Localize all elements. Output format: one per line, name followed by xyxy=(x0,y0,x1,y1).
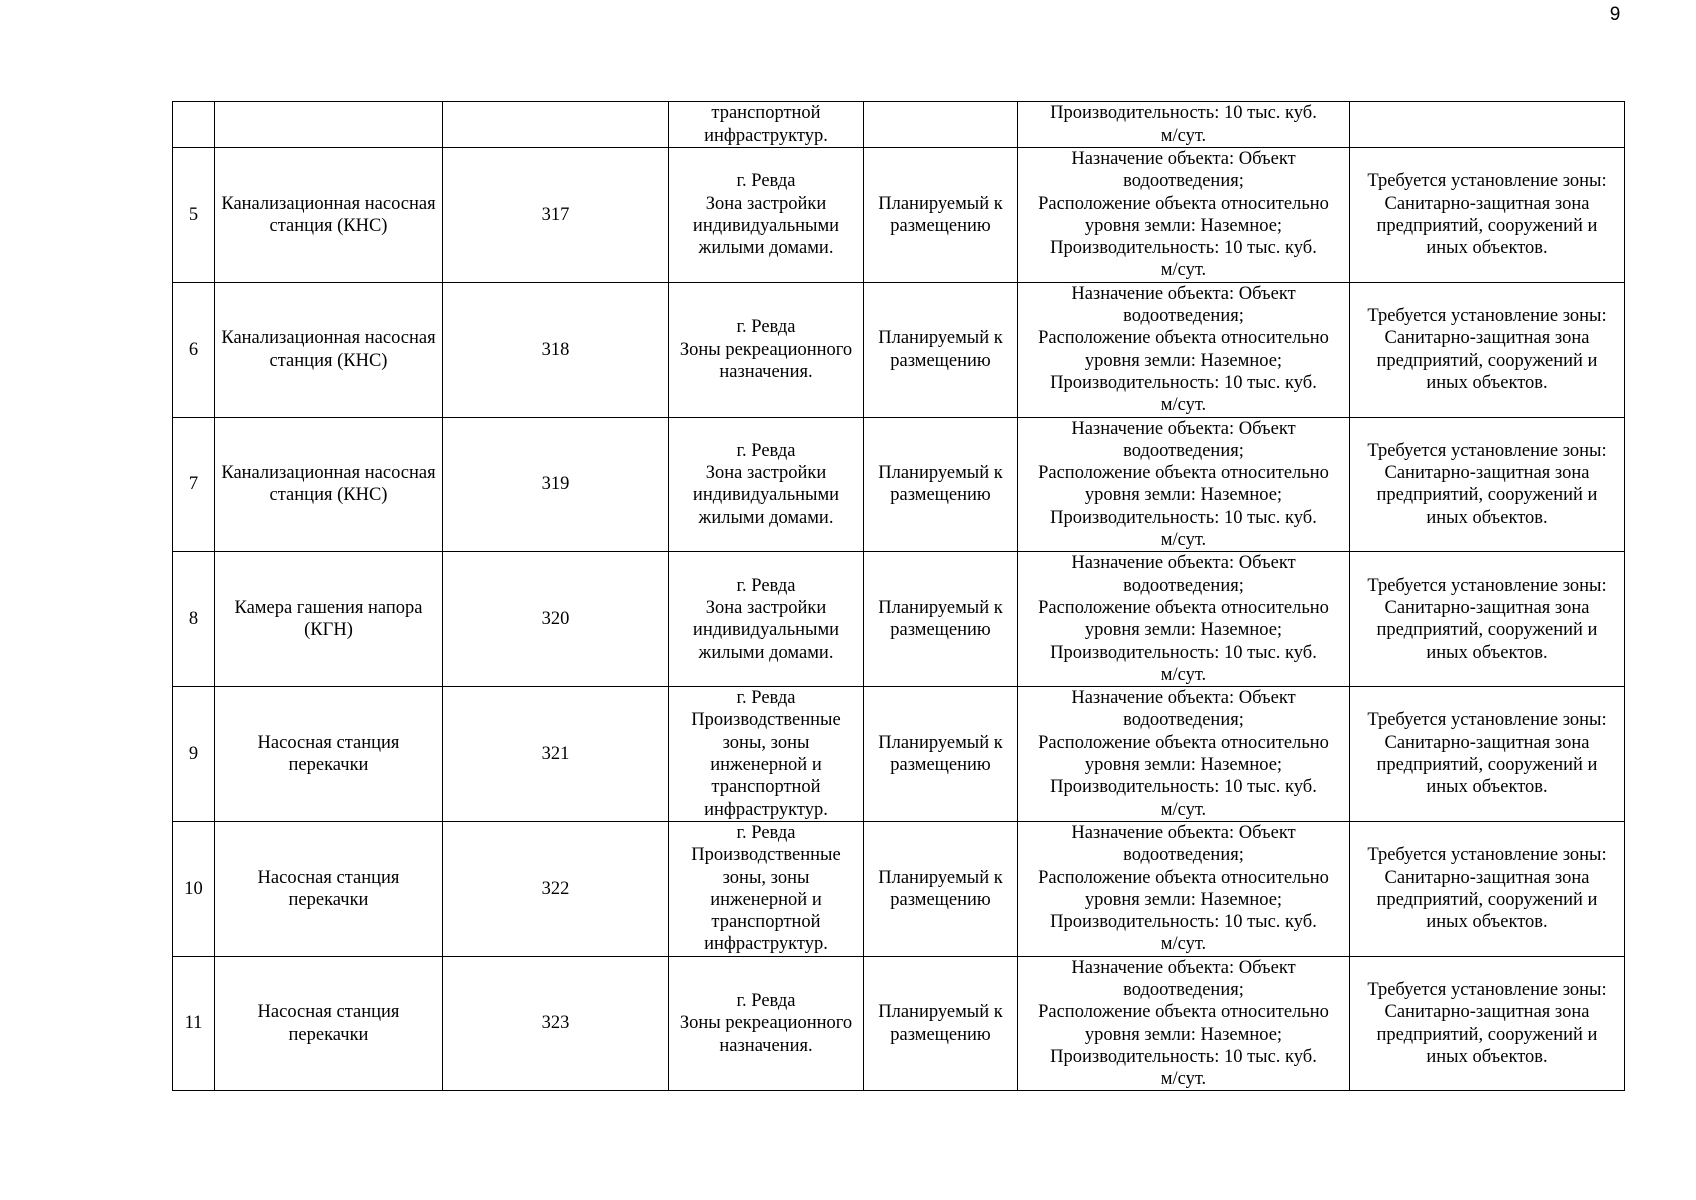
cell-zones xyxy=(1350,552,1625,687)
cell-line: инфраструктур. xyxy=(704,934,828,955)
cell-number: 11 xyxy=(173,956,215,1091)
cell-line: Производственные xyxy=(691,710,841,731)
cell-line: Планируемый к xyxy=(878,867,1003,888)
cell-line: Требуется установление зоны: xyxy=(1367,845,1607,866)
cell-location xyxy=(669,417,864,552)
cell-line: размещению xyxy=(890,889,991,910)
cell-line: Насосная станция xyxy=(257,867,400,888)
cell-line: Требуется установление зоны: xyxy=(1367,440,1607,461)
cell-line: Расположение объекта относительно xyxy=(1038,328,1329,349)
cell-line: Требуется установление зоны: xyxy=(1367,306,1607,327)
cell-status xyxy=(864,148,1018,283)
cell-line: Производительность: 10 тыс. куб. xyxy=(1050,1046,1317,1067)
cell-line: Производительность: 10 тыс. куб. xyxy=(1050,777,1317,798)
cell-location xyxy=(669,148,864,283)
cell-line: Требуется установление зоны: xyxy=(1367,710,1607,731)
cell-line: водоотведения; xyxy=(1123,979,1244,1000)
cell-line: иных объектов. xyxy=(1426,777,1548,798)
cell-line: Назначение объекта: Объект xyxy=(1071,149,1296,169)
cell-line: размещению xyxy=(890,1024,991,1045)
page-number: 9 xyxy=(1609,4,1621,25)
cell-line: инфраструктур. xyxy=(704,799,828,820)
cell-line: Назначение объекта: Объект xyxy=(1071,283,1296,304)
cell-line: водоотведения; xyxy=(1123,845,1244,866)
cell-location xyxy=(669,956,864,1091)
cell-object-name xyxy=(215,956,443,1091)
cell-line: Канализационная насосная xyxy=(221,463,436,484)
table-row-continued xyxy=(173,102,1625,148)
cell-line: уровня земли: Наземное; xyxy=(1084,350,1283,371)
cell-line: Назначение объекта: Объект xyxy=(1071,822,1296,843)
cell-characteristics xyxy=(1018,552,1350,687)
cell-line: транспортной xyxy=(711,103,821,124)
cell-line: водоотведения; xyxy=(1123,440,1244,461)
cell-code: 320 xyxy=(443,552,669,687)
cell-line: транспортной xyxy=(711,912,821,933)
cell-line: м/сут. xyxy=(1160,395,1207,416)
cell-line: водоотведения; xyxy=(1123,710,1244,731)
cell-characteristics xyxy=(1018,417,1350,552)
cell-line: Производственные xyxy=(691,845,841,866)
table-row xyxy=(173,417,1625,552)
cell-line: иных объектов. xyxy=(1426,238,1548,259)
cell-line: иных объектов. xyxy=(1426,912,1548,933)
cell-line: Насосная станция xyxy=(257,732,400,753)
table-row xyxy=(173,148,1625,283)
cell-line: (КГН) xyxy=(304,620,353,641)
cell-object-name xyxy=(215,821,443,956)
cell-number: 6 xyxy=(173,282,215,417)
cell-line: Расположение объекта относительно xyxy=(1038,193,1329,214)
cell-line: Санитарно-защитная зона xyxy=(1384,193,1590,214)
cell-line: водоотведения; xyxy=(1123,171,1244,192)
cell-code: 318 xyxy=(443,282,669,417)
cell-line: г. Ревда xyxy=(736,171,796,192)
cell-line: иных объектов. xyxy=(1426,1046,1548,1067)
cell-line: размещению xyxy=(890,350,991,371)
cell-line: предприятий, сооружений и xyxy=(1376,485,1598,506)
cell-line: инфраструктур. xyxy=(704,125,828,146)
cell-line: уровня земли: Наземное; xyxy=(1084,1024,1283,1045)
cell-line: Назначение объекта: Объект xyxy=(1071,957,1296,978)
cell-line: индивидуальными xyxy=(692,215,840,236)
cell-line: водоотведения; xyxy=(1123,306,1244,327)
cell-line: Санитарно-защитная зона xyxy=(1384,1002,1590,1023)
cell-line: Требуется установление зоны: xyxy=(1367,171,1607,192)
cell-line: Расположение объекта относительно xyxy=(1038,597,1329,618)
cell-line: назначения. xyxy=(719,361,813,382)
cell-line: уровня земли: Наземное; xyxy=(1084,620,1283,641)
cell-line: Планируемый к xyxy=(878,732,1003,753)
cell-code: 319 xyxy=(443,417,669,552)
cell-location xyxy=(669,552,864,687)
cell-line: м/сут. xyxy=(1160,1069,1207,1090)
cell-zones xyxy=(1350,102,1625,148)
cell-line: предприятий, сооружений и xyxy=(1376,755,1598,776)
cell-zones xyxy=(1350,148,1625,283)
cell-object-name xyxy=(215,102,443,148)
cell-code: 317 xyxy=(443,148,669,283)
cell-line: Зона застройки xyxy=(705,597,827,618)
cell-line: г. Ревда xyxy=(736,575,796,596)
cell-characteristics xyxy=(1018,956,1350,1091)
cell-line: Планируемый к xyxy=(878,463,1003,484)
cell-line: Назначение объекта: Объект xyxy=(1071,418,1296,439)
table-row xyxy=(173,821,1625,956)
cell-line: Производительность: 10 тыс. куб. xyxy=(1050,642,1317,663)
cell-line: размещению xyxy=(890,620,991,641)
cell-line: Канализационная насосная xyxy=(221,328,436,349)
table-body xyxy=(173,102,1625,1091)
cell-line: м/сут. xyxy=(1160,799,1207,820)
cell-zones xyxy=(1350,282,1625,417)
cell-line: Производительность: 10 тыс. куб. xyxy=(1050,372,1317,393)
cell-status xyxy=(864,102,1018,148)
cell-characteristics xyxy=(1018,282,1350,417)
table-row xyxy=(173,282,1625,417)
cell-status xyxy=(864,821,1018,956)
cell-characteristics xyxy=(1018,821,1350,956)
cell-line: зоны, зоны xyxy=(722,732,810,753)
cell-line: Планируемый к xyxy=(878,328,1003,349)
cell-line: станция (КНС) xyxy=(269,215,388,236)
cell-line: Зоны рекреационного xyxy=(679,1013,853,1034)
cell-line: уровня земли: Наземное; xyxy=(1084,755,1283,776)
cell-line: уровня земли: Наземное; xyxy=(1084,485,1283,506)
cell-line: жилыми домами. xyxy=(698,507,834,528)
cell-status xyxy=(864,956,1018,1091)
cell-line: Производительность: 10 тыс. куб. xyxy=(1050,238,1317,259)
cell-line: зоны, зоны xyxy=(722,867,810,888)
cell-number: 7 xyxy=(173,417,215,552)
cell-status xyxy=(864,552,1018,687)
cell-location xyxy=(669,282,864,417)
cell-line: Расположение объекта относительно xyxy=(1038,463,1329,484)
cell-line: иных объектов. xyxy=(1426,372,1548,393)
cell-line: Насосная станция xyxy=(257,1002,400,1023)
cell-line: Зона застройки xyxy=(705,463,827,484)
cell-line: иных объектов. xyxy=(1426,507,1548,528)
cell-line: Санитарно-защитная зона xyxy=(1384,732,1590,753)
cell-line: размещению xyxy=(890,485,991,506)
cell-object-name xyxy=(215,148,443,283)
cell-line: предприятий, сооружений и xyxy=(1376,215,1598,236)
cell-line: назначения. xyxy=(719,1035,813,1056)
cell-object-name xyxy=(215,417,443,552)
cell-line: Зоны рекреационного xyxy=(679,339,853,360)
cell-line: Производительность: 10 тыс. куб. xyxy=(1050,507,1317,528)
cell-line: м/сут. xyxy=(1160,260,1207,281)
cell-location xyxy=(669,687,864,822)
cell-code: 323 xyxy=(443,956,669,1091)
objects-table xyxy=(172,101,1625,1091)
cell-number: 5 xyxy=(173,148,215,283)
cell-line: предприятий, сооружений и xyxy=(1376,1024,1598,1045)
cell-line: Планируемый к xyxy=(878,193,1003,214)
cell-line: предприятий, сооружений и xyxy=(1376,620,1598,641)
cell-line: инженерной и xyxy=(710,755,822,776)
cell-line: Санитарно-защитная зона xyxy=(1384,597,1590,618)
cell-line: Камера гашения напора xyxy=(234,597,423,618)
cell-code: 321 xyxy=(443,687,669,822)
cell-line: уровня земли: Наземное; xyxy=(1084,215,1283,236)
cell-line: перекачки xyxy=(288,1024,369,1045)
cell-line: Планируемый к xyxy=(878,1002,1003,1023)
cell-zones xyxy=(1350,687,1625,822)
cell-zones xyxy=(1350,417,1625,552)
cell-number: 9 xyxy=(173,687,215,822)
cell-line: предприятий, сооружений и xyxy=(1376,350,1598,371)
cell-line: г. Ревда xyxy=(736,991,796,1012)
cell-status xyxy=(864,282,1018,417)
cell-line: Расположение объекта относительно xyxy=(1038,867,1329,888)
cell-line: станция (КНС) xyxy=(269,485,388,506)
cell-number: 10 xyxy=(173,821,215,956)
cell-line: Санитарно-защитная зона xyxy=(1384,328,1590,349)
cell-zones xyxy=(1350,956,1625,1091)
cell-line: уровня земли: Наземное; xyxy=(1084,889,1283,910)
cell-line: Расположение объекта относительно xyxy=(1038,1002,1329,1023)
cell-line: размещению xyxy=(890,755,991,776)
cell-line: Зона застройки xyxy=(705,193,827,214)
cell-characteristics xyxy=(1018,102,1350,148)
cell-line: станция (КНС) xyxy=(269,350,388,371)
cell-line: Требуется установление зоны: xyxy=(1367,979,1607,1000)
table-row xyxy=(173,552,1625,687)
cell-line: иных объектов. xyxy=(1426,642,1548,663)
cell-characteristics xyxy=(1018,687,1350,822)
cell-line: жилыми домами. xyxy=(698,642,834,663)
cell-line: Расположение объекта относительно xyxy=(1038,732,1329,753)
cell-location xyxy=(669,102,864,148)
cell-code: 322 xyxy=(443,821,669,956)
cell-line: инженерной и xyxy=(710,889,822,910)
cell-line: жилыми домами. xyxy=(698,238,834,259)
cell-line: Назначение объекта: Объект xyxy=(1071,553,1296,574)
table-row xyxy=(173,956,1625,1091)
cell-line: Планируемый к xyxy=(878,597,1003,618)
cell-line: Производительность: 10 тыс. куб. xyxy=(1050,912,1317,933)
cell-line: индивидуальными xyxy=(692,620,840,641)
cell-location xyxy=(669,821,864,956)
cell-line: Санитарно-защитная зона xyxy=(1384,867,1590,888)
cell-line: водоотведения; xyxy=(1123,575,1244,596)
cell-line: перекачки xyxy=(288,889,369,910)
cell-line: Канализационная насосная xyxy=(221,193,436,214)
cell-line: предприятий, сооружений и xyxy=(1376,889,1598,910)
cell-object-name xyxy=(215,552,443,687)
cell-number xyxy=(173,102,215,148)
cell-line: Производительность: 10 тыс. куб. xyxy=(1050,103,1317,124)
cell-line: м/сут. xyxy=(1160,934,1207,955)
cell-line: г. Ревда xyxy=(736,440,796,461)
cell-line: г. Ревда xyxy=(736,688,796,709)
cell-code xyxy=(443,102,669,148)
cell-number: 8 xyxy=(173,552,215,687)
cell-line: г. Ревда xyxy=(736,822,796,843)
cell-line: м/сут. xyxy=(1160,530,1207,551)
cell-line: м/сут. xyxy=(1160,664,1207,685)
cell-line: Назначение объекта: Объект xyxy=(1071,688,1296,709)
cell-object-name xyxy=(215,282,443,417)
cell-line: индивидуальными xyxy=(692,485,840,506)
cell-line: перекачки xyxy=(288,755,369,776)
table-row xyxy=(173,687,1625,822)
cell-status xyxy=(864,687,1018,822)
cell-line: транспортной xyxy=(711,777,821,798)
cell-status xyxy=(864,417,1018,552)
cell-characteristics xyxy=(1018,148,1350,283)
cell-line: м/сут. xyxy=(1160,125,1207,146)
cell-zones xyxy=(1350,821,1625,956)
cell-line: г. Ревда xyxy=(736,317,796,338)
cell-line: Санитарно-защитная зона xyxy=(1384,463,1590,484)
cell-line: Требуется установление зоны: xyxy=(1367,575,1607,596)
cell-line: размещению xyxy=(890,215,991,236)
cell-object-name xyxy=(215,687,443,822)
